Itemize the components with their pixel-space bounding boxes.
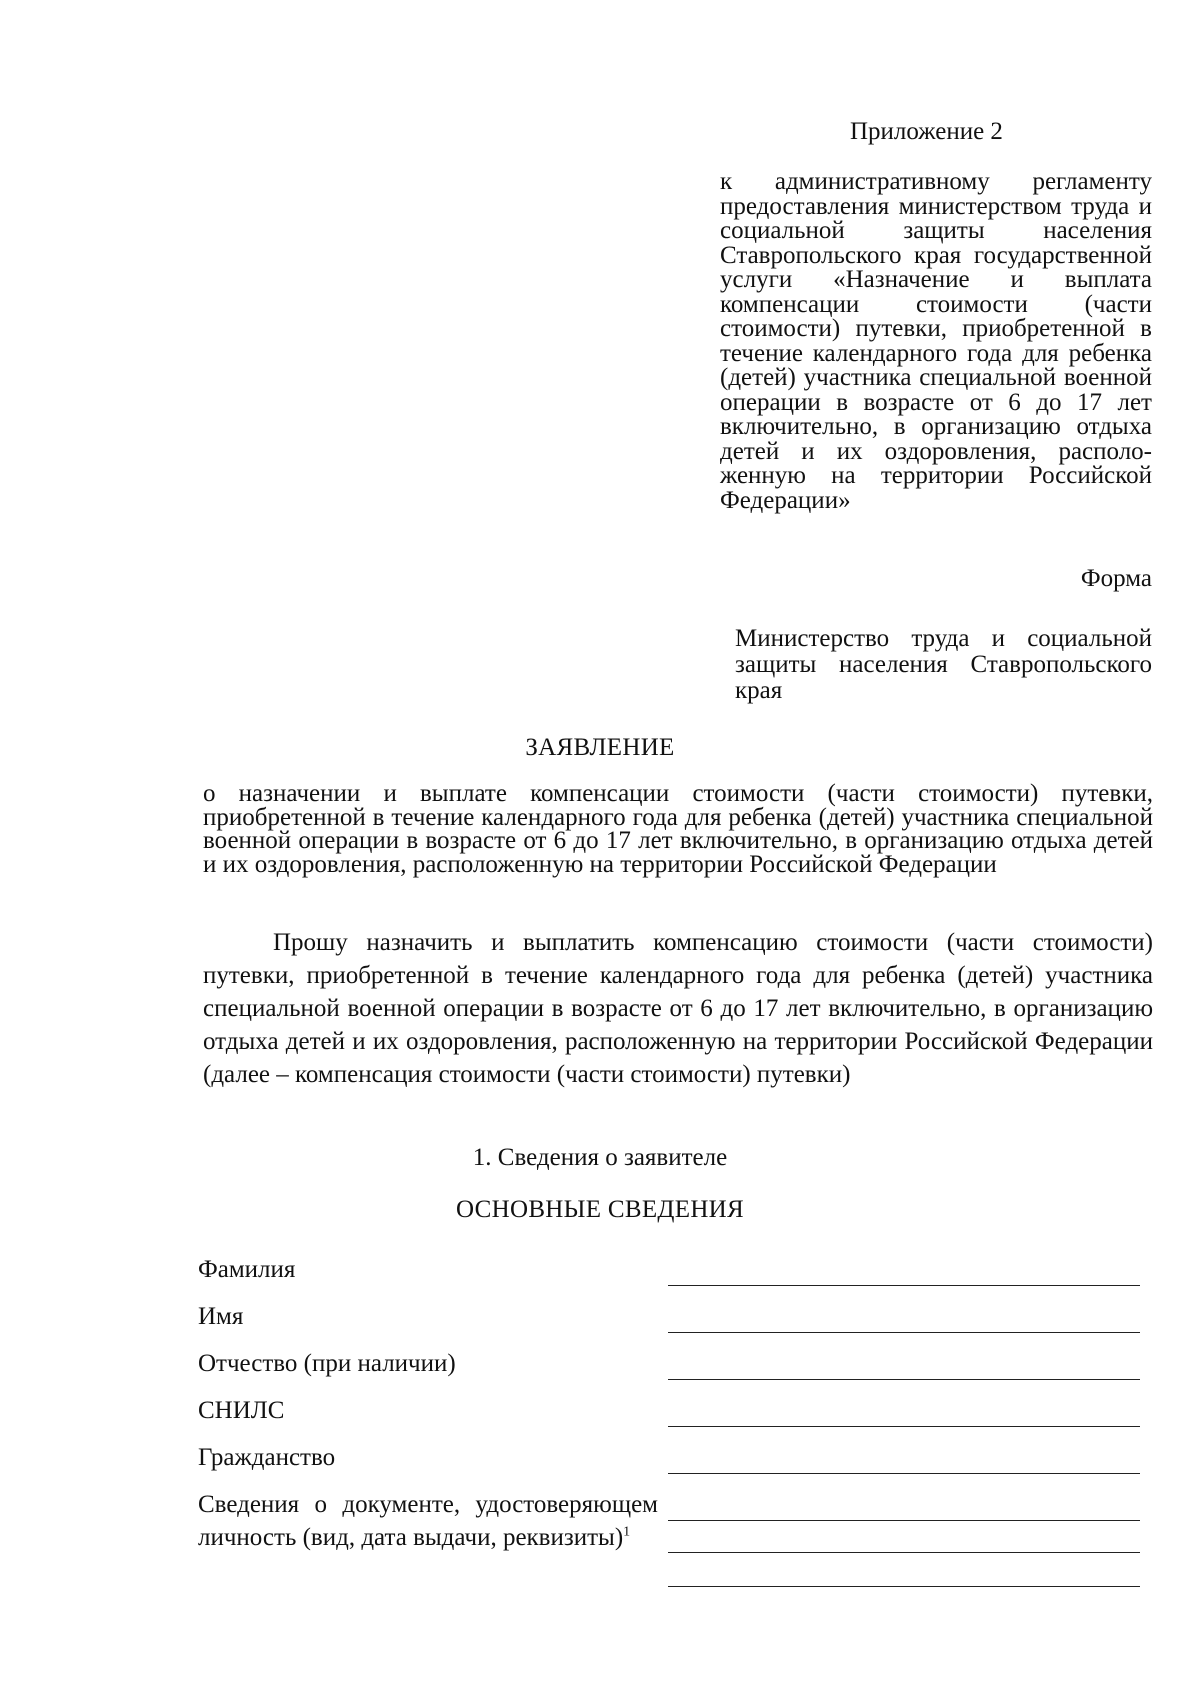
identity-document-field-line-2[interactable] [668,1552,1140,1553]
patronymic-label: Отчество (при наличии) [198,1350,456,1377]
regulation-reference: к административному регламенту предоставления министерством труда и социальной защиты населения Ставропольского края государственной услуги «Назначение и выплата компенсации стоимости (части стоимости) путевки, приобретенной в течение календарного года для ребенка (детей) участника специальной военной операции в возрасте от 6 до 17 лет включительно, в организацию отдыха детей и их оздоровления, расположенную на территории Российской Федерации» [720,168,1152,514]
form-label: Форма [1080,565,1152,592]
request-paragraph: Прошу назначить и выплатить компенсацию стоимости (части стоимости) путевки, приобретенной в течение календарного года для ребенка (детей) участника специальной военной операции в возрасте от 6 до 17 лет включительно, в организацию отдыха детей и их оздоровления, расположенную на территории Российской Федерации (далее – компенсация стоимости (части стоимости) путевки) [203,929,1153,1088]
identity-document-label-text: Сведения о документе, удостоверяющем личность (вид, дата выдачи, реквизиты) [198,1491,658,1551]
addressee: Министерство труда и социальной защиты населения Ставропольского края [735,625,1152,704]
identity-document-field-line-3[interactable] [668,1586,1140,1587]
identity-document-field-line-1[interactable] [668,1520,1140,1521]
section-heading: 1. Сведения о заявителе [472,1144,728,1171]
surname-field[interactable] [668,1285,1140,1286]
citizenship-field[interactable] [668,1473,1140,1474]
surname-label: Фамилия [198,1256,296,1283]
name-label: Имя [198,1303,244,1330]
appendix-title: Приложение 2 [850,118,1003,145]
identity-document-label [198,1488,658,1554]
subsection-heading: ОСНОВНЫЕ СВЕДЕНИЯ [455,1196,745,1223]
snils-field[interactable] [668,1426,1140,1427]
snils-label: СНИЛС [198,1397,285,1424]
citizenship-label: Гражданство [198,1444,336,1471]
statement-subtitle: о назначении и выплате компенсации стоимости (части стоимости) путевки, приобретенной в течение календарного года для ребенка (детей) участника специальной военной операции в возрасте от 6 до 17 лет включительно, в организацию отдыха детей и их оздоровления, расположенную на территории Российской Федерации [203,780,1153,878]
name-field[interactable] [668,1332,1140,1333]
statement-title: ЗАЯВЛЕНИЕ [525,734,675,761]
footnote-marker: 1 [623,1524,631,1540]
patronymic-field[interactable] [668,1379,1140,1380]
